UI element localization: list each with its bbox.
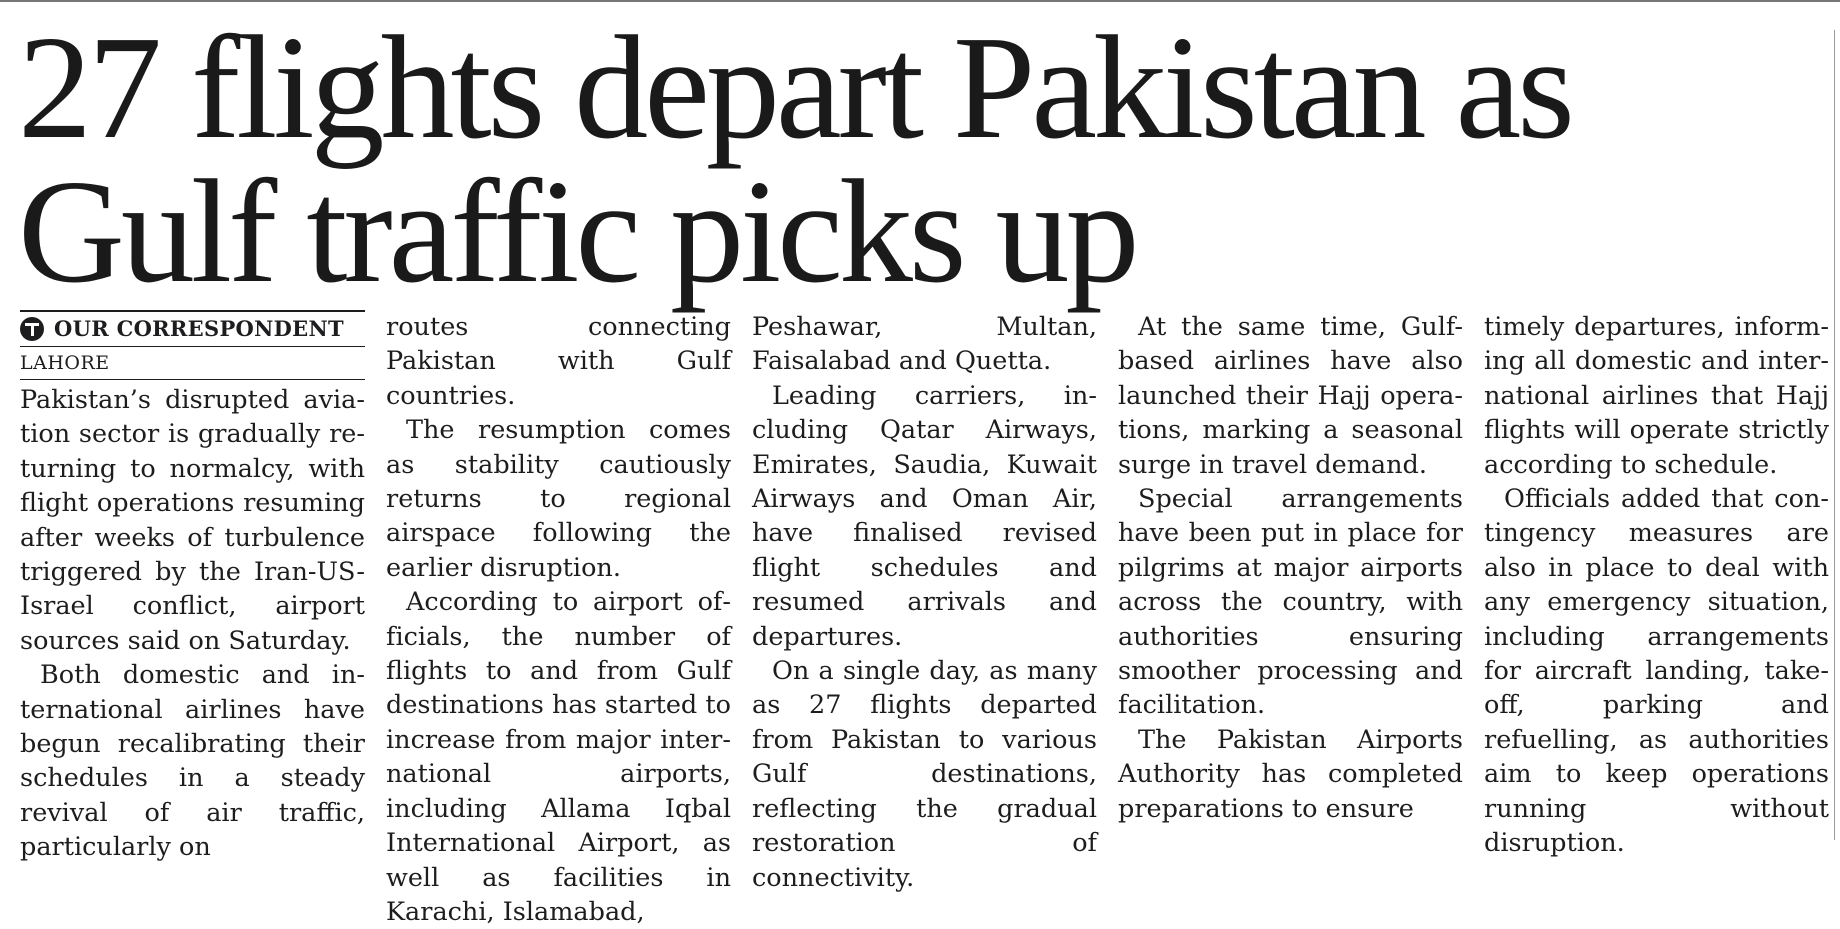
column-4 (1118, 310, 1463, 826)
paragraph: routes connecting Pakistan with Gulf countries. (386, 312, 731, 411)
paragraph: Special arrangements have been put in place for pilgrims at major airports across the country, with authorities ensuring smoother processing and facilitation. (1118, 484, 1463, 721)
byline (20, 310, 365, 347)
paragraph: Leading carriers, including Qatar Airways, Emirates, Saudia, Kuwait Airways and Oman Air, have finalised revised flight schedules and resumed arrivals and departures. (752, 380, 1097, 652)
paragraph: Pakistan’s disrupted aviation sector is gradually returning to normalcy, with flight operations resuming after weeks of turbulence triggered by the Iran-US-Israel conflict, airport sources said on Saturday. (20, 385, 365, 656)
paragraph: The resumption comes as stability cautiously returns to regional airspace following the earlier disruption. (386, 415, 731, 583)
paragraph: timely departures, informing all domestic and international airlines that Hajj flights will operate strictly according to schedule. (1484, 312, 1829, 480)
paragraph: At the same time, Gulf-based airlines have also launched their Hajj operations, marking a seasonal surge in travel demand. (1118, 312, 1463, 480)
column-2 (386, 310, 731, 929)
column-3 (752, 310, 1097, 895)
byline-text: OUR CORRESPONDENT (54, 315, 344, 341)
paragraph: Both domestic and international airlines have begun recalibrating their schedules in a steady revival of air traffic, particularly on (20, 660, 365, 863)
paragraph: Officials added that contingency measures are also in place to deal with any emergency situation, including arrangements for aircraft landing, take-off, parking and refuelling, as authorities aim to keep operations running without disruption. (1484, 484, 1829, 859)
newspaper-t-logo-icon (20, 317, 44, 341)
paragraph: According to airport officials, the number of flights to and from Gulf destinations has started to increase from major international airports, including Allama Iqbal International Airport, as well as facilities in Karachi, Islamabad, (386, 587, 731, 927)
paragraph: The Pakistan Airports Authority has completed preparations to ensure (1118, 724, 1463, 824)
column-1 (20, 310, 365, 865)
paragraph: Peshawar, Multan, Faisalabad and Quetta. (752, 312, 1097, 377)
right-rule (1834, 30, 1835, 840)
paragraph: On a single day, as many as 27 flights departed from Pakistan to various Gulf destinations, reflecting the gradual restoration of connectivity. (752, 656, 1097, 893)
column-5 (1484, 310, 1829, 861)
article-body (20, 310, 1829, 927)
headline: 27 flights depart Pakistan as Gulf traffic picks up (18, 6, 1571, 314)
top-rule (0, 0, 1840, 2)
dateline: LAHORE (20, 347, 365, 380)
